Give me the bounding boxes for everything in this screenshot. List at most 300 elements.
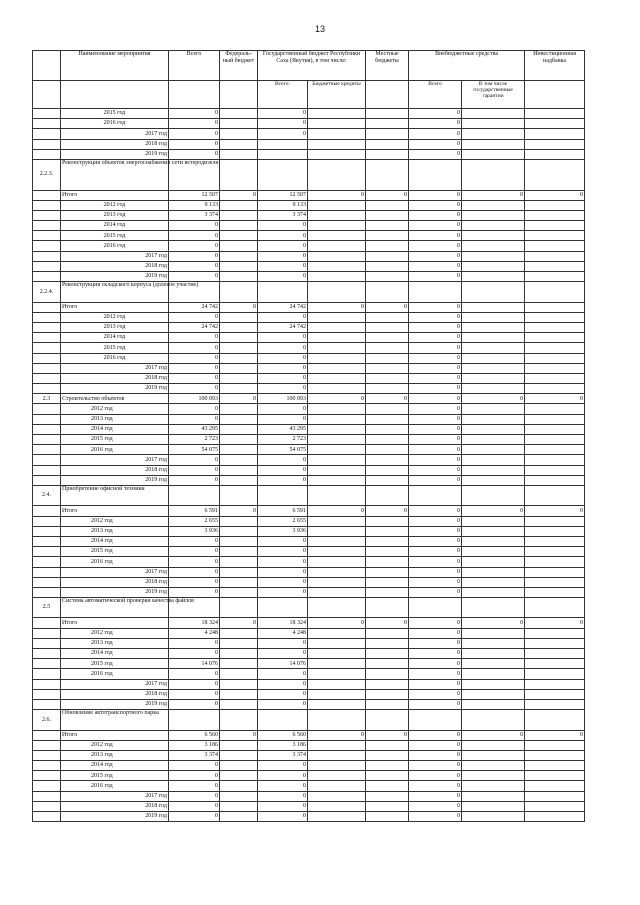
- value-republic-credits: [308, 781, 366, 791]
- row-code: [33, 119, 61, 129]
- value-invest: [525, 384, 585, 394]
- value-extra-guarantees: [462, 200, 525, 210]
- value-total: 0: [169, 353, 220, 363]
- value-local: [366, 740, 409, 750]
- row-code: [33, 322, 61, 332]
- value-local: [366, 129, 409, 139]
- row-label: Итого: [61, 190, 169, 200]
- value-local: [366, 200, 409, 210]
- value-local: [366, 465, 409, 475]
- value-republic-total: 0: [258, 384, 308, 394]
- row-code: [33, 190, 61, 200]
- value-invest: [525, 445, 585, 455]
- table-row: [33, 241, 585, 251]
- value-republic-credits: [308, 251, 366, 261]
- row-year: 2014 год: [61, 536, 169, 546]
- value-extra-total: 0: [409, 394, 462, 404]
- row-year: 2018 год: [61, 261, 169, 271]
- value-total: 0: [169, 261, 220, 271]
- value-federal: [220, 577, 258, 587]
- row-code: [33, 791, 61, 801]
- row-year: 2015 год: [61, 547, 169, 557]
- row-year: 2012 год: [61, 516, 169, 526]
- value-extra-total: 0: [409, 272, 462, 282]
- table-row: [33, 190, 585, 200]
- value-extra-total: 0: [409, 567, 462, 577]
- value-extra-total: 0: [409, 363, 462, 373]
- value-republic-credits: [308, 363, 366, 373]
- empty-cell: [525, 282, 585, 302]
- value-invest: [525, 221, 585, 231]
- value-extra-guarantees: [462, 679, 525, 689]
- value-republic-total: 0: [258, 353, 308, 363]
- table-row: [33, 353, 585, 363]
- empty-cell: [308, 159, 366, 190]
- table-header: [33, 51, 585, 109]
- empty-cell: [525, 485, 585, 505]
- table-row: [33, 740, 585, 750]
- row-year: 2013 год: [61, 638, 169, 648]
- budget-table: [32, 50, 585, 822]
- value-local: [366, 455, 409, 465]
- value-total: 6 560: [169, 730, 220, 740]
- value-total: 24 742: [169, 322, 220, 332]
- value-extra-guarantees: [462, 424, 525, 434]
- value-invest: [525, 353, 585, 363]
- value-republic-credits: [308, 210, 366, 220]
- value-extra-total: 0: [409, 231, 462, 241]
- value-total: 0: [169, 801, 220, 811]
- value-invest: 0: [525, 394, 585, 404]
- value-invest: [525, 231, 585, 241]
- value-extra-guarantees: [462, 781, 525, 791]
- value-total: 0: [169, 679, 220, 689]
- table-row: [33, 302, 585, 312]
- value-extra-guarantees: [462, 302, 525, 312]
- value-federal: 0: [220, 394, 258, 404]
- value-local: [366, 801, 409, 811]
- row-code: [33, 649, 61, 659]
- value-republic-total: 4 248: [258, 628, 308, 638]
- value-federal: [220, 109, 258, 119]
- value-invest: [525, 679, 585, 689]
- value-federal: [220, 781, 258, 791]
- value-extra-guarantees: [462, 119, 525, 129]
- value-federal: [220, 465, 258, 475]
- value-invest: [525, 638, 585, 648]
- row-code: [33, 587, 61, 597]
- value-federal: [220, 628, 258, 638]
- value-republic-credits: [308, 669, 366, 679]
- value-republic-credits: [308, 404, 366, 414]
- value-total: 0: [169, 669, 220, 679]
- table-row: [33, 812, 585, 822]
- table-row: [33, 200, 585, 210]
- value-local: [366, 241, 409, 251]
- value-local: [366, 353, 409, 363]
- value-extra-total: 0: [409, 373, 462, 383]
- table-row: [33, 679, 585, 689]
- value-total: 2 655: [169, 516, 220, 526]
- value-local: [366, 261, 409, 271]
- table-row: [33, 109, 585, 119]
- value-total: 3 374: [169, 210, 220, 220]
- value-republic-total: 3 936: [258, 526, 308, 536]
- value-republic-credits: [308, 414, 366, 424]
- value-invest: [525, 689, 585, 699]
- row-code: [33, 689, 61, 699]
- row-year: 2017 год: [61, 251, 169, 261]
- header-total: Всего: [169, 51, 220, 81]
- row-code: [33, 659, 61, 669]
- value-republic-credits: [308, 384, 366, 394]
- table-row: [33, 251, 585, 261]
- value-republic-total: 0: [258, 669, 308, 679]
- table-row: [33, 343, 585, 353]
- value-extra-total: 0: [409, 129, 462, 139]
- empty-cell: [462, 282, 525, 302]
- value-republic-credits: [308, 373, 366, 383]
- value-total: 0: [169, 139, 220, 149]
- value-total: 0: [169, 333, 220, 343]
- value-total: 0: [169, 231, 220, 241]
- row-code: [33, 139, 61, 149]
- empty-cell: [366, 159, 409, 190]
- value-local: [366, 221, 409, 231]
- row-year: 2012 год: [61, 740, 169, 750]
- value-total: 0: [169, 109, 220, 119]
- table-row: [33, 435, 585, 445]
- value-republic-total: 0: [258, 221, 308, 231]
- value-local: [366, 750, 409, 760]
- table-row: [33, 730, 585, 740]
- table-row: [33, 282, 585, 302]
- value-federal: [220, 536, 258, 546]
- value-republic-credits: [308, 750, 366, 760]
- table-row: [33, 139, 585, 149]
- value-republic-total: 14 076: [258, 659, 308, 669]
- value-invest: [525, 699, 585, 709]
- value-invest: [525, 435, 585, 445]
- value-federal: [220, 812, 258, 822]
- value-extra-guarantees: [462, 149, 525, 159]
- value-extra-total: 0: [409, 740, 462, 750]
- row-label: Итого: [61, 302, 169, 312]
- value-total: 0: [169, 272, 220, 282]
- row-year: 2012 год: [61, 312, 169, 322]
- row-year: 2018 год: [61, 373, 169, 383]
- value-extra-total: 0: [409, 791, 462, 801]
- empty-cell: [409, 282, 462, 302]
- value-federal: [220, 526, 258, 536]
- value-invest: [525, 241, 585, 251]
- value-total: 0: [169, 557, 220, 567]
- value-total: 0: [169, 577, 220, 587]
- row-code: [33, 669, 61, 679]
- value-total: 0: [169, 312, 220, 322]
- empty-cell: [258, 485, 308, 505]
- value-federal: [220, 261, 258, 271]
- table-row: [33, 404, 585, 414]
- value-invest: [525, 659, 585, 669]
- value-extra-total: 0: [409, 669, 462, 679]
- table-row: [33, 750, 585, 760]
- header-extra-guarantees: В том числе государственные гарантии: [462, 81, 525, 109]
- value-local: [366, 761, 409, 771]
- row-year: 2019 год: [61, 812, 169, 822]
- value-local: [366, 669, 409, 679]
- value-republic-credits: 0: [308, 302, 366, 312]
- value-invest: [525, 414, 585, 424]
- empty-cell: [220, 282, 258, 302]
- row-code: [33, 801, 61, 811]
- value-republic-credits: 0: [308, 394, 366, 404]
- table-row: [33, 567, 585, 577]
- value-republic-total: 0: [258, 414, 308, 424]
- value-republic-total: 0: [258, 679, 308, 689]
- table-row: [33, 333, 585, 343]
- value-total: 0: [169, 149, 220, 159]
- row-code: 2.6.: [33, 710, 61, 730]
- value-federal: [220, 445, 258, 455]
- value-republic-credits: [308, 699, 366, 709]
- value-local: [366, 689, 409, 699]
- row-code: [33, 638, 61, 648]
- value-invest: 0: [525, 190, 585, 200]
- value-local: [366, 577, 409, 587]
- value-republic-credits: [308, 109, 366, 119]
- value-invest: [525, 669, 585, 679]
- value-republic-credits: [308, 435, 366, 445]
- value-federal: [220, 567, 258, 577]
- value-federal: [220, 750, 258, 760]
- value-total: 0: [169, 689, 220, 699]
- value-extra-guarantees: [462, 373, 525, 383]
- value-extra-guarantees: [462, 699, 525, 709]
- value-republic-credits: [308, 567, 366, 577]
- empty-cell: [462, 710, 525, 730]
- value-republic-credits: [308, 649, 366, 659]
- value-total: 0: [169, 781, 220, 791]
- row-code: [33, 210, 61, 220]
- value-local: [366, 363, 409, 373]
- table-row: [33, 710, 585, 730]
- empty-cell: [220, 485, 258, 505]
- table-row: [33, 598, 585, 618]
- value-extra-guarantees: [462, 455, 525, 465]
- value-republic-total: 9 133: [258, 200, 308, 210]
- value-total: 3 374: [169, 750, 220, 760]
- value-federal: [220, 740, 258, 750]
- value-republic-credits: [308, 139, 366, 149]
- value-total: 3 936: [169, 526, 220, 536]
- value-total: 0: [169, 475, 220, 485]
- value-republic-total: 0: [258, 373, 308, 383]
- item-title: Система автоматической проверки качества файлов: [61, 598, 169, 618]
- value-extra-guarantees: [462, 109, 525, 119]
- value-federal: [220, 414, 258, 424]
- value-republic-credits: [308, 200, 366, 210]
- table-row: [33, 119, 585, 129]
- value-total: 0: [169, 414, 220, 424]
- value-extra-total: 0: [409, 699, 462, 709]
- value-federal: [220, 699, 258, 709]
- table-row: [33, 516, 585, 526]
- row-year: 2019 год: [61, 475, 169, 485]
- empty-cell: [409, 710, 462, 730]
- value-extra-total: 0: [409, 333, 462, 343]
- row-code: [33, 730, 61, 740]
- value-extra-guarantees: 0: [462, 618, 525, 628]
- row-year: 2015 год: [61, 771, 169, 781]
- row-year: 2019 год: [61, 587, 169, 597]
- table-row: [33, 557, 585, 567]
- value-extra-total: 0: [409, 210, 462, 220]
- value-local: [366, 414, 409, 424]
- value-invest: [525, 455, 585, 465]
- table-row: [33, 312, 585, 322]
- value-total: 0: [169, 373, 220, 383]
- value-invest: [525, 587, 585, 597]
- value-republic-total: 3 374: [258, 210, 308, 220]
- value-total: 0: [169, 812, 220, 822]
- value-local: [366, 149, 409, 159]
- value-republic-credits: [308, 587, 366, 597]
- row-code: [33, 547, 61, 557]
- value-total: 12 507: [169, 190, 220, 200]
- value-local: [366, 475, 409, 485]
- value-invest: [525, 750, 585, 760]
- value-extra-guarantees: [462, 363, 525, 373]
- value-invest: [525, 771, 585, 781]
- value-extra-total: 0: [409, 781, 462, 791]
- row-year: 2015 год: [61, 109, 169, 119]
- value-local: 0: [366, 618, 409, 628]
- value-invest: [525, 567, 585, 577]
- empty-cell: [462, 598, 525, 618]
- value-republic-total: 0: [258, 251, 308, 261]
- value-local: [366, 567, 409, 577]
- value-republic-total: [258, 149, 308, 159]
- value-total: 0: [169, 221, 220, 231]
- value-republic-total: 0: [258, 231, 308, 241]
- value-federal: [220, 373, 258, 383]
- table-row: [33, 465, 585, 475]
- row-year: 2015 год: [61, 231, 169, 241]
- row-year: 2016 год: [61, 669, 169, 679]
- value-republic-total: 0: [258, 649, 308, 659]
- row-code: [33, 679, 61, 689]
- value-local: 0: [366, 302, 409, 312]
- table-row: [33, 261, 585, 271]
- value-total: 0: [169, 455, 220, 465]
- row-code: 2.4.: [33, 485, 61, 505]
- value-extra-total: 0: [409, 435, 462, 445]
- value-federal: [220, 384, 258, 394]
- row-year: 2019 год: [61, 384, 169, 394]
- value-total: 0: [169, 587, 220, 597]
- row-year: 2013 год: [61, 526, 169, 536]
- value-extra-guarantees: [462, 587, 525, 597]
- value-invest: 0: [525, 618, 585, 628]
- table-row: [33, 475, 585, 485]
- table-row: [33, 761, 585, 771]
- row-code: [33, 241, 61, 251]
- row-code: [33, 312, 61, 322]
- row-year: 2019 год: [61, 149, 169, 159]
- value-republic-credits: [308, 465, 366, 475]
- table-row: [33, 699, 585, 709]
- value-total: 43 295: [169, 424, 220, 434]
- value-federal: [220, 679, 258, 689]
- value-republic-credits: 0: [308, 190, 366, 200]
- value-local: [366, 373, 409, 383]
- value-republic-credits: [308, 761, 366, 771]
- value-extra-guarantees: [462, 649, 525, 659]
- row-year: 2014 год: [61, 424, 169, 434]
- item-title: Приобретение офисной техники: [61, 485, 169, 505]
- value-extra-guarantees: [462, 628, 525, 638]
- table-row: [33, 272, 585, 282]
- table-row: [33, 587, 585, 597]
- value-invest: [525, 526, 585, 536]
- table-row: [33, 485, 585, 505]
- row-year: 2017 год: [61, 455, 169, 465]
- value-extra-guarantees: 0: [462, 730, 525, 740]
- value-extra-guarantees: [462, 322, 525, 332]
- value-extra-total: 0: [409, 638, 462, 648]
- value-extra-guarantees: [462, 465, 525, 475]
- row-code: [33, 699, 61, 709]
- row-year: 2016 год: [61, 557, 169, 567]
- value-republic-total: 0: [258, 812, 308, 822]
- value-invest: [525, 628, 585, 638]
- value-extra-guarantees: [462, 801, 525, 811]
- row-code: [33, 221, 61, 231]
- value-extra-total: 0: [409, 536, 462, 546]
- value-extra-guarantees: 0: [462, 394, 525, 404]
- value-total: 0: [169, 384, 220, 394]
- value-extra-guarantees: [462, 129, 525, 139]
- value-extra-guarantees: [462, 761, 525, 771]
- value-federal: [220, 771, 258, 781]
- value-extra-total: 0: [409, 251, 462, 261]
- value-federal: [220, 435, 258, 445]
- value-extra-total: 0: [409, 119, 462, 129]
- value-extra-total: 0: [409, 618, 462, 628]
- value-extra-guarantees: [462, 261, 525, 271]
- empty-cell: [258, 282, 308, 302]
- empty-cell: [409, 598, 462, 618]
- value-republic-credits: [308, 261, 366, 271]
- value-local: [366, 638, 409, 648]
- table-row: [33, 445, 585, 455]
- value-republic-credits: 0: [308, 618, 366, 628]
- value-federal: [220, 424, 258, 434]
- value-federal: [220, 649, 258, 659]
- value-extra-guarantees: [462, 353, 525, 363]
- value-federal: [220, 200, 258, 210]
- value-total: 0: [169, 536, 220, 546]
- value-total: 0: [169, 241, 220, 251]
- value-extra-guarantees: [462, 516, 525, 526]
- row-year: 2018 год: [61, 801, 169, 811]
- empty-cell: [308, 282, 366, 302]
- value-extra-total: 0: [409, 384, 462, 394]
- value-invest: [525, 465, 585, 475]
- value-invest: [525, 343, 585, 353]
- value-republic-total: 0: [258, 129, 308, 139]
